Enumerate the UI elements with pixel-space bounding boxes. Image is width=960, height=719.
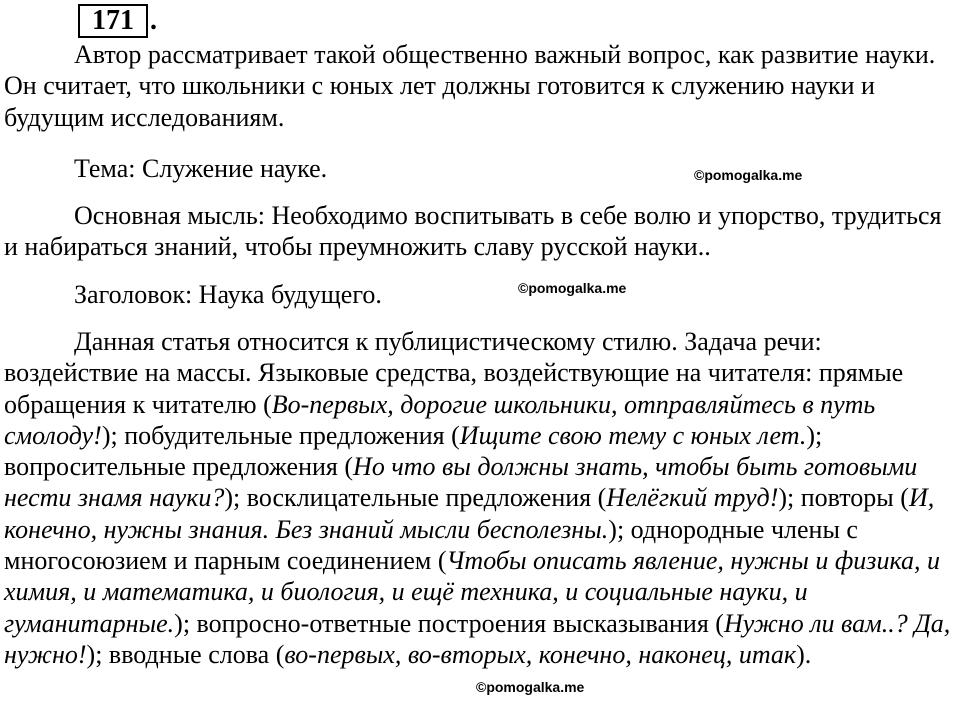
example-quote: Чтобы описать явление, нужны и физика, и химия, и математика, и биология, и ещё техника, и социальные науки, и гуманитарные. — [4, 546, 940, 638]
text-segment: ); однородные члены с многосоюзием и парным соединением ( — [4, 514, 858, 576]
paragraph-intro: Автор рассматривает такой общественно важный вопрос, как развитие науки. Он считает, что школьники с юных лет должны готовится к служению науки и будущим исследованиям. — [4, 40, 936, 132]
paragraph-main-idea: Основная мысль: Необходимо воспитывать в себе волю и упорство, трудиться и набираться знаний, чтобы преумножить славу русской науки.. — [4, 201, 942, 262]
watermark: ©pomogalka.me — [694, 167, 803, 183]
watermark: ©pomogalka.me — [476, 679, 585, 695]
example-quote: И, конечно, нужны знания. Без знаний мысли бесполезны. — [4, 483, 935, 544]
exercise-number-dot: . — [150, 5, 157, 36]
text-segment: ); вопросно-ответные построения высказывания ( — [174, 608, 724, 638]
text-segment: ); повторы ( — [778, 483, 909, 513]
example-quote: Ищите свою тему с юных лет. — [459, 420, 807, 450]
text-segment: Данная статья относится к публицистическому стилю. Задача речи: воздействие на массы. Языковые средства, воздействующие на читателя: прямые обращения к читателю ( — [4, 327, 904, 419]
paragraph-style-analysis — [4, 326, 956, 670]
paragraph-title: Заголовок: Наука будущего. — [74, 280, 382, 309]
text-segment: ); вводные слова ( — [86, 639, 285, 669]
watermark: ©pomogalka.me — [518, 280, 627, 296]
example-quote: Нелёгкий труд! — [606, 483, 779, 513]
text-segment: ); восклицательные предложения ( — [224, 483, 607, 513]
text-segment: ); побудительные предложения ( — [101, 420, 460, 450]
example-quote: Нужно ли вам..? Да, нужно! — [4, 608, 951, 669]
exercise-number: 171 — [78, 4, 148, 38]
text-segment: ). — [796, 639, 812, 669]
paragraph-theme: Тема: Служение науке. — [74, 154, 328, 183]
example-quote: Во-первых, дорогие школьники, отправляйтесь в путь смолоду! — [4, 389, 876, 450]
example-quote: Но что вы должны знать, чтобы быть готовыми нести знамя науки? — [4, 452, 918, 513]
text-segment: ); вопросительные предложения ( — [4, 420, 823, 482]
example-quote: во-первых, во-вторых, конечно, наконец, итак — [284, 639, 797, 669]
